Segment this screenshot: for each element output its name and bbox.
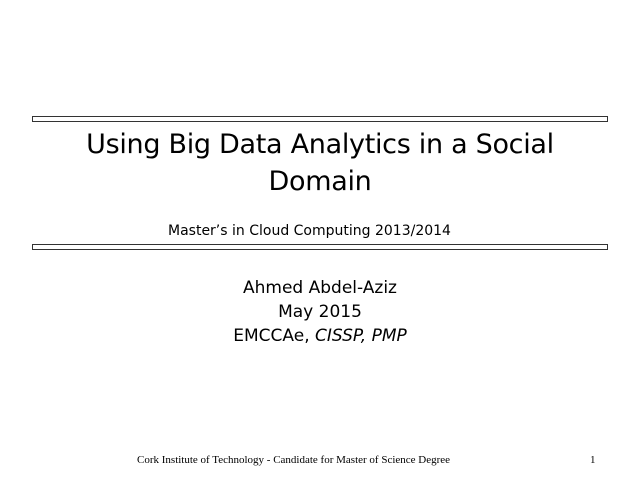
author-name: Ahmed Abdel-Aziz (243, 278, 397, 298)
credentials-italic: CISSP, PMP (315, 326, 407, 346)
top-divider-bar (32, 116, 608, 122)
slide-title-line-1: Using Big Data Analytics in a Social (86, 129, 554, 160)
author-block (120, 276, 520, 348)
middle-divider-bar (32, 244, 608, 250)
slide-footer: Cork Institute of Technology - Candidate for Master of Science Degree (137, 454, 451, 466)
slide-subtitle: Master’s in Cloud Computing 2013/2014 (168, 223, 451, 239)
slide-title-line-2: Domain (268, 166, 372, 197)
slide-title (40, 126, 600, 200)
page-number: 1 (590, 454, 596, 466)
credentials-plain: EMCCAe, (233, 326, 315, 346)
presentation-date: May 2015 (278, 302, 362, 322)
author-credentials (120, 324, 520, 348)
